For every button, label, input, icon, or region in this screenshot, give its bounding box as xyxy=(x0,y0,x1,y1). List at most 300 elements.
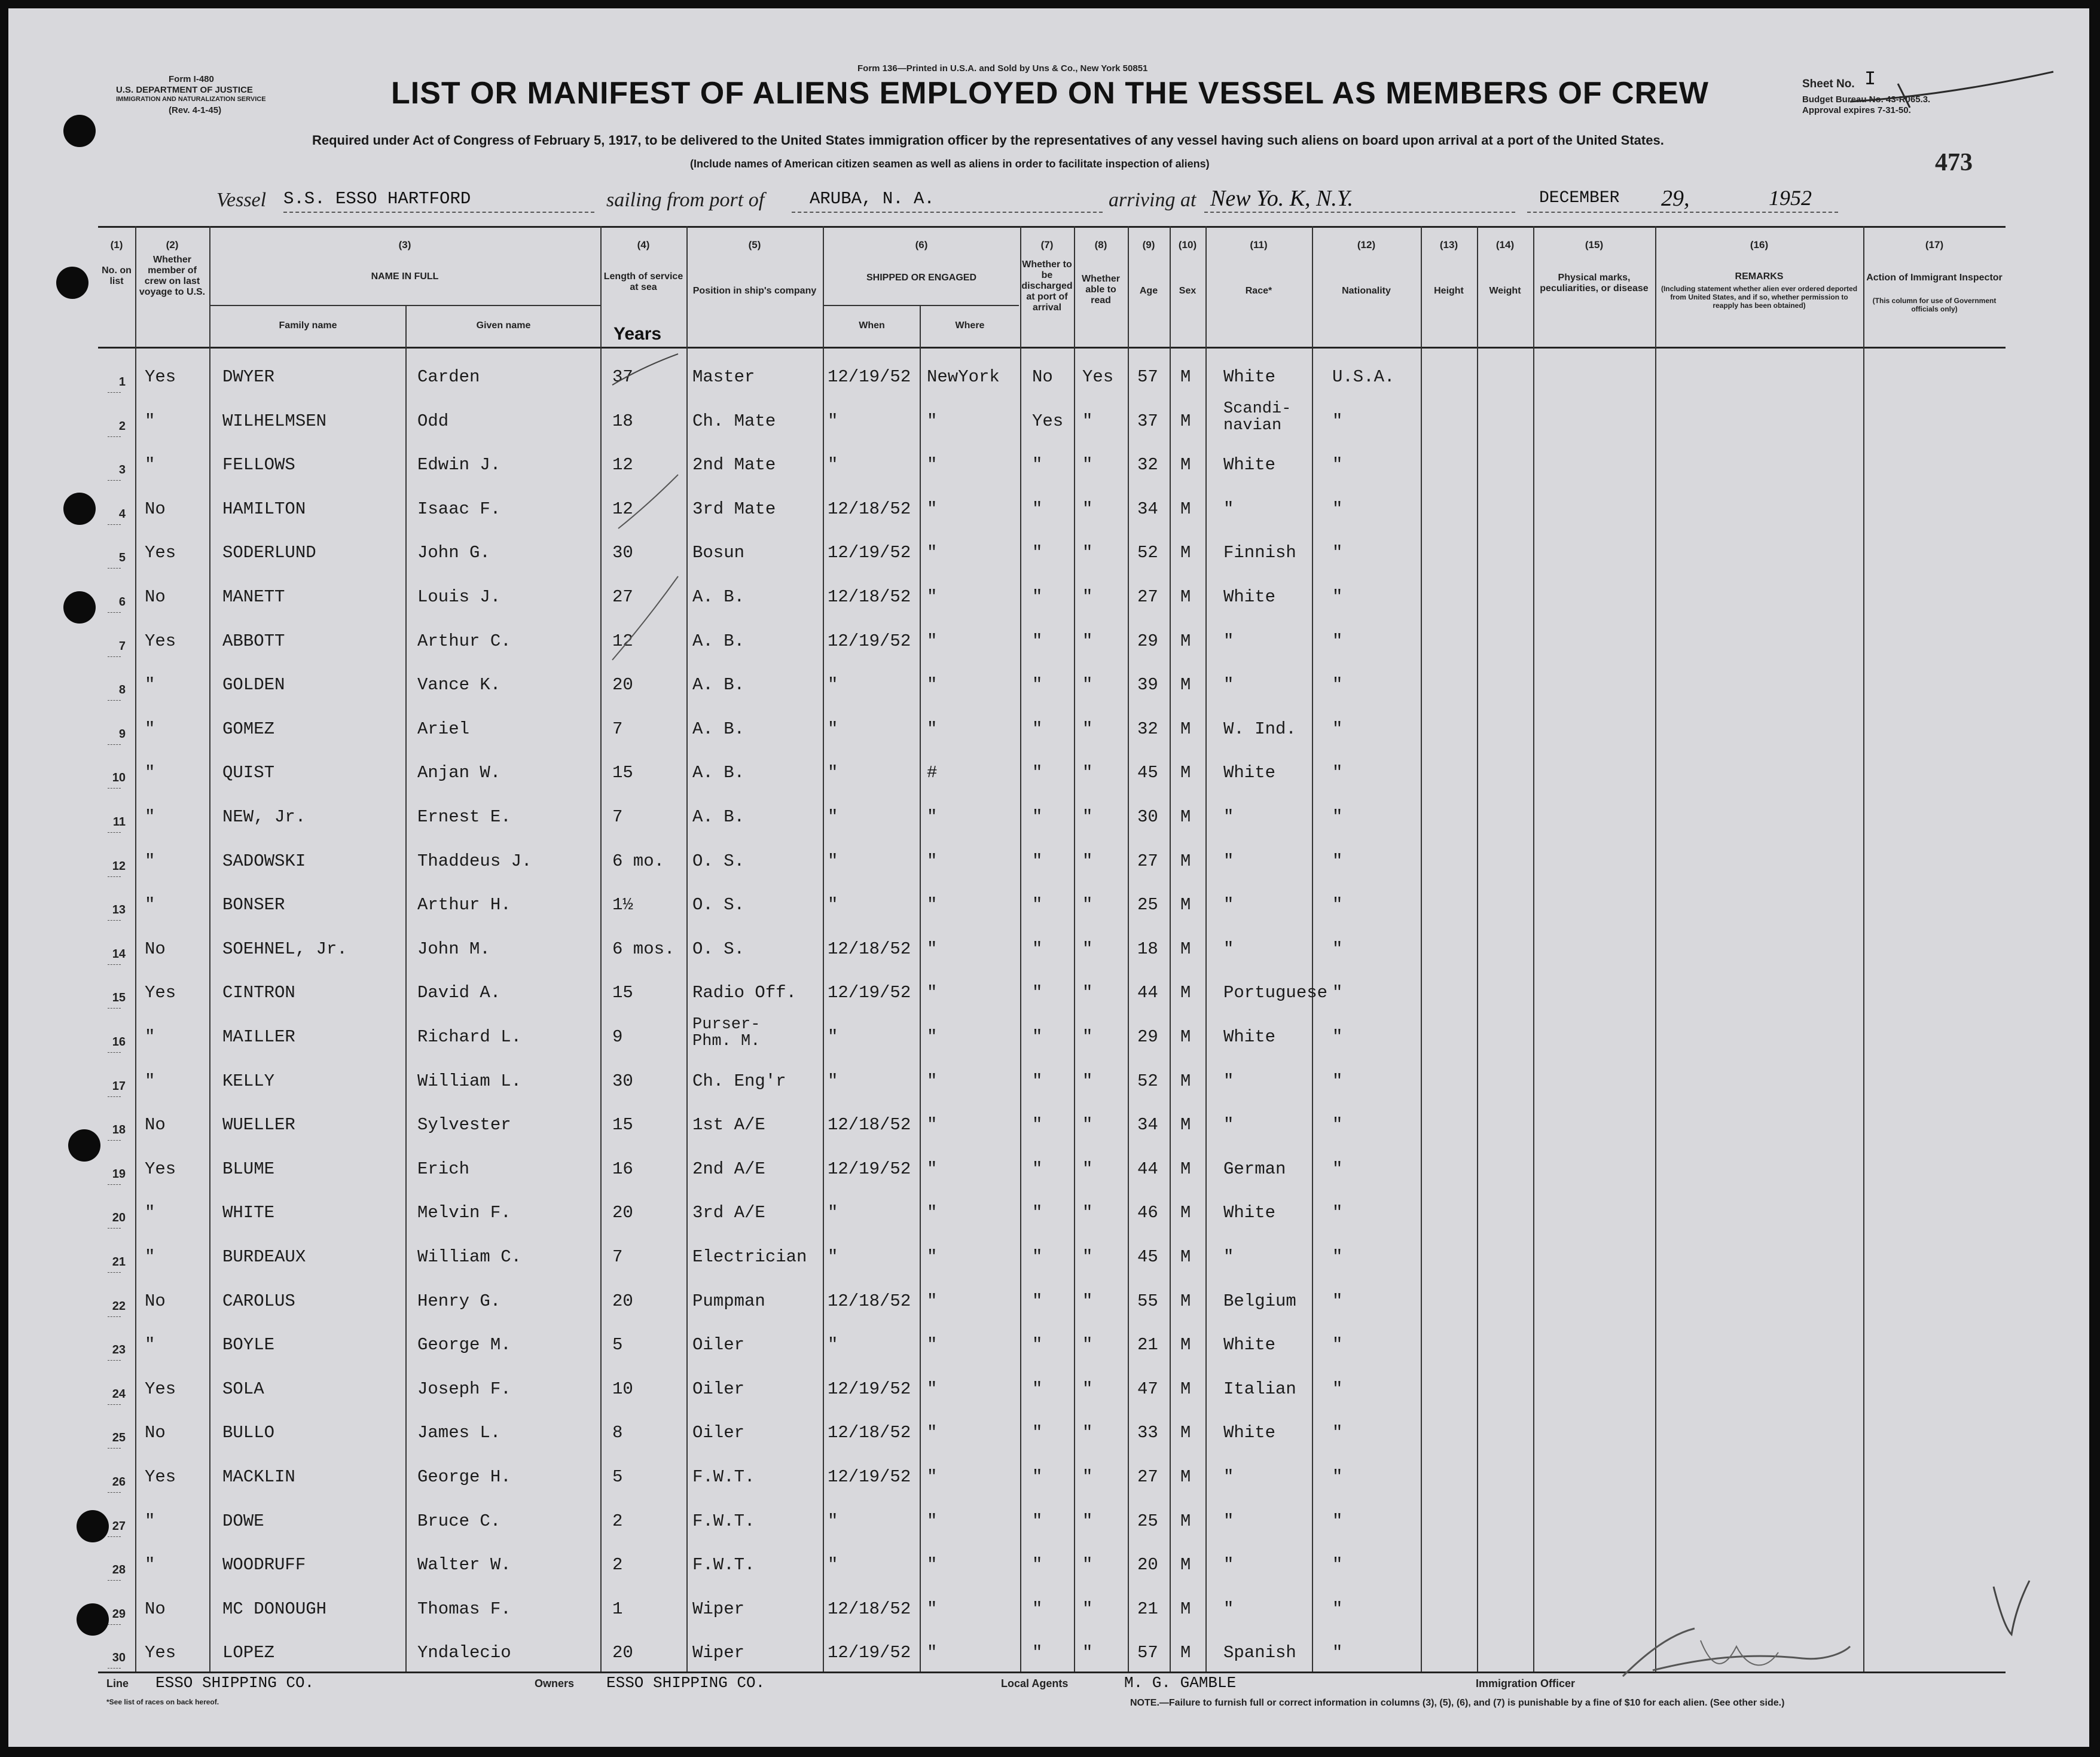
row-number: 26 xyxy=(112,1475,126,1489)
service: IMMIGRATION AND NATURALIZATION SERVICE xyxy=(116,96,266,103)
cell-age: 30 xyxy=(1137,807,1158,827)
cell-family-name: DWYER xyxy=(222,367,275,387)
cell-discharged: " xyxy=(1032,1071,1043,1091)
vessel-name: S.S. ESSO HARTFORD xyxy=(283,189,471,209)
cell-able-to-read: " xyxy=(1082,1423,1093,1443)
cell-given-name: Ariel xyxy=(417,719,470,739)
cell-family-name: SOLA xyxy=(222,1379,264,1399)
cell-given-name: William C. xyxy=(417,1247,522,1267)
cell-shipped-when: 12/18/52 xyxy=(828,1115,911,1135)
cell-sex: M xyxy=(1180,895,1191,915)
line-company: ESSO SHIPPING CO. xyxy=(155,1674,315,1692)
cell-shipped-when: 12/18/52 xyxy=(828,587,911,607)
cell-able-to-read: " xyxy=(1082,411,1093,431)
cell-years-at-sea: 27 xyxy=(612,587,633,607)
cell-family-name: SADOWSKI xyxy=(222,851,306,871)
col-header-read: Whether able to read xyxy=(1082,274,1120,305)
cell-years-at-sea: 18 xyxy=(612,411,633,431)
cell-position: A. B. xyxy=(692,587,745,607)
cell-discharged: " xyxy=(1032,587,1043,607)
cell-able-to-read: " xyxy=(1082,1071,1093,1091)
cell-position: Radio Off. xyxy=(692,983,797,1003)
cell-able-to-read: " xyxy=(1082,1027,1093,1047)
cell-race: " xyxy=(1223,939,1234,959)
cell-able-to-read: " xyxy=(1082,1511,1093,1531)
cell-position: Wiper xyxy=(692,1643,745,1663)
cell-race: " xyxy=(1223,1247,1234,1267)
cell-years-at-sea: 12 xyxy=(612,499,633,519)
cell-position: A. B. xyxy=(692,675,745,695)
cell-last-voyage: Yes xyxy=(145,983,176,1003)
arrival-day: 29, xyxy=(1661,186,1690,211)
cell-position: Ch. Mate xyxy=(692,411,776,431)
col-header-shipped: SHIPPED OR ENGAGED xyxy=(866,273,977,283)
cell-able-to-read: " xyxy=(1082,851,1093,871)
cell-sex: M xyxy=(1180,851,1191,871)
cell-family-name: BULLO xyxy=(222,1423,275,1443)
cell-sex: M xyxy=(1180,367,1191,387)
cell-family-name: NEW, Jr. xyxy=(222,807,306,827)
cell-age: 21 xyxy=(1137,1599,1158,1619)
arrival-port: New Yo. K, N.Y. xyxy=(1210,186,1354,211)
cell-family-name: MANETT xyxy=(222,587,285,607)
cell-family-name: BURDEAUX xyxy=(222,1247,306,1267)
budget-bureau: Budget Bureau No. 43-R065.3. xyxy=(1802,94,1931,105)
col-header-last-voyage: Whether member of crew on last voyage to U.S. xyxy=(139,255,206,297)
arrival-month: DECEMBER xyxy=(1539,189,1620,207)
cell-sex: M xyxy=(1180,587,1191,607)
cell-age: 57 xyxy=(1137,1643,1158,1663)
cell-position: 2nd Mate xyxy=(692,455,776,475)
cell-years-at-sea: 20 xyxy=(612,1203,633,1223)
form-title: LIST OR MANIFEST OF ALIENS EMPLOYED ON THE VESSEL AS MEMBERS OF CREW xyxy=(391,76,1709,111)
cell-able-to-read: " xyxy=(1082,1291,1093,1311)
col-header-remarks-note: (Including statement whether alien ever ordered deported from United States, and if so, whether permission to reapply has been obtained) xyxy=(1661,285,1858,310)
cell-shipped-where: " xyxy=(927,1335,938,1355)
cell-race: " xyxy=(1223,807,1234,827)
cell-given-name: Walter W. xyxy=(417,1555,511,1575)
cell-last-voyage: No xyxy=(145,939,166,959)
cell-shipped-where: " xyxy=(927,1599,938,1619)
cell-nationality: " xyxy=(1332,1599,1343,1619)
cell-shipped-where: " xyxy=(927,851,938,871)
cell-position: Oiler xyxy=(692,1335,745,1355)
cell-years-at-sea: 15 xyxy=(612,763,633,783)
cell-shipped-when: 12/19/52 xyxy=(828,1467,911,1487)
cell-sex: M xyxy=(1180,1379,1191,1399)
cell-age: 27 xyxy=(1137,587,1158,607)
cell-shipped-when: " xyxy=(828,1071,838,1091)
cell-discharged: " xyxy=(1032,1379,1043,1399)
cell-race: Portuguese xyxy=(1223,983,1328,1003)
cell-age: 45 xyxy=(1137,763,1158,783)
cell-age: 46 xyxy=(1137,1203,1158,1223)
cell-sex: M xyxy=(1180,499,1191,519)
cell-sex: M xyxy=(1180,543,1191,563)
form-id: Form I-480 xyxy=(169,74,214,84)
cell-shipped-when: 12/19/52 xyxy=(828,1643,911,1663)
cell-race: " xyxy=(1223,1071,1234,1091)
col-num: (1) xyxy=(110,239,123,250)
cell-family-name: GOMEZ xyxy=(222,719,275,739)
row-number: 23 xyxy=(112,1343,126,1357)
cell-given-name: Erich xyxy=(417,1159,470,1179)
cell-race: " xyxy=(1223,675,1234,695)
form-subtitle: Required under Act of Congress of February 5, 1917, to be delivered to the United States immigration officer by the representatives of any vessel having such aliens on board upon arrival at a port of the United States. xyxy=(312,133,1664,148)
cell-nationality: " xyxy=(1332,1027,1343,1047)
cell-position: Ch. Eng'r xyxy=(692,1071,786,1091)
row-number: 5 xyxy=(118,551,126,565)
cell-shipped-when: 12/18/52 xyxy=(828,1599,911,1619)
col-header-sex: Sex xyxy=(1179,286,1196,296)
row-number: 28 xyxy=(112,1563,126,1577)
cell-age: 52 xyxy=(1137,543,1158,563)
cell-family-name: LOPEZ xyxy=(222,1643,275,1663)
row-number: 13 xyxy=(112,903,126,917)
cell-shipped-when: 12/18/52 xyxy=(828,939,911,959)
punch-hole xyxy=(63,115,96,147)
cell-last-voyage: " xyxy=(145,1511,155,1531)
cell-given-name: Sylvester xyxy=(417,1115,511,1135)
col-header-where: Where xyxy=(955,320,985,331)
cell-position: O. S. xyxy=(692,939,745,959)
cell-able-to-read: " xyxy=(1082,895,1093,915)
col-num: (10) xyxy=(1178,239,1197,250)
cell-given-name: Yndalecio xyxy=(417,1643,511,1663)
cell-family-name: BLUME xyxy=(222,1159,275,1179)
cell-shipped-when: " xyxy=(828,1511,838,1531)
local-agents: M. G. GAMBLE xyxy=(1124,1674,1237,1692)
cell-given-name: John G. xyxy=(417,543,490,563)
row-number: 1 xyxy=(118,375,126,389)
cell-family-name: WHITE xyxy=(222,1203,275,1223)
col-header-name: NAME IN FULL xyxy=(371,271,439,282)
cell-family-name: KELLY xyxy=(222,1071,275,1091)
department: U.S. DEPARTMENT OF JUSTICE xyxy=(116,85,253,95)
row-number: 27 xyxy=(112,1519,126,1533)
cell-race: " xyxy=(1223,1599,1234,1619)
cell-age: 25 xyxy=(1137,1511,1158,1531)
cell-shipped-where: " xyxy=(927,807,938,827)
cell-discharged: " xyxy=(1032,1335,1043,1355)
cell-able-to-read: " xyxy=(1082,1115,1093,1135)
cell-nationality: " xyxy=(1332,983,1343,1003)
cell-sex: M xyxy=(1180,1115,1191,1135)
cell-position: A. B. xyxy=(692,719,745,739)
cell-shipped-where: " xyxy=(927,939,938,959)
cell-age: 33 xyxy=(1137,1423,1158,1443)
cell-shipped-where: " xyxy=(927,1511,938,1531)
cell-family-name: MC DONOUGH xyxy=(222,1599,327,1619)
cell-last-voyage: " xyxy=(145,1335,155,1355)
col-header-race: Race* xyxy=(1245,286,1272,296)
col-header-physical: Physical marks, peculiarities, or disease xyxy=(1540,273,1649,294)
cell-discharged: " xyxy=(1032,631,1043,651)
cell-able-to-read: " xyxy=(1082,543,1093,563)
cell-shipped-where: " xyxy=(927,499,938,519)
cell-race: White xyxy=(1223,455,1276,475)
cell-discharged: " xyxy=(1032,1027,1043,1047)
cell-sex: M xyxy=(1180,939,1191,959)
cell-position: Purser- Phm. M. xyxy=(692,1016,761,1050)
arrival-year: 1952 xyxy=(1769,186,1812,210)
cell-race: White xyxy=(1223,587,1276,607)
cell-shipped-when: " xyxy=(828,455,838,475)
col-header-inspector-note: (This column for use of Government officials only) xyxy=(1872,297,1997,313)
col-num: (5) xyxy=(748,239,761,250)
cell-family-name: FELLOWS xyxy=(222,455,295,475)
cell-able-to-read: " xyxy=(1082,1643,1093,1663)
cell-discharged: " xyxy=(1032,455,1043,475)
cell-family-name: GOLDEN xyxy=(222,675,285,695)
row-number: 21 xyxy=(112,1255,126,1269)
cell-position: Electrician xyxy=(692,1247,807,1267)
cell-able-to-read: " xyxy=(1082,1599,1093,1619)
punch-hole xyxy=(56,267,88,299)
inspector-signature xyxy=(1611,1617,1862,1694)
row-number: 24 xyxy=(112,1387,126,1401)
cell-shipped-when: 12/18/52 xyxy=(828,1423,911,1443)
cell-last-voyage: " xyxy=(145,719,155,739)
col-num: (13) xyxy=(1439,239,1458,250)
cell-age: 45 xyxy=(1137,1247,1158,1267)
cell-given-name: Joseph F. xyxy=(417,1379,511,1399)
cell-family-name: WUELLER xyxy=(222,1115,295,1135)
row-number: 6 xyxy=(118,595,126,609)
cell-able-to-read: " xyxy=(1082,1555,1093,1575)
cell-given-name: Anjan W. xyxy=(417,763,501,783)
cell-shipped-where: NewYork xyxy=(927,367,1000,387)
cell-shipped-when: 12/18/52 xyxy=(828,499,911,519)
cell-sex: M xyxy=(1180,807,1191,827)
row-number: 2 xyxy=(118,419,126,433)
row-number: 16 xyxy=(112,1035,126,1049)
sailing-label: sailing from port of xyxy=(606,189,765,211)
cell-position: Oiler xyxy=(692,1379,745,1399)
cell-nationality: " xyxy=(1332,1247,1343,1267)
cell-discharged: " xyxy=(1032,807,1043,827)
cell-years-at-sea: 10 xyxy=(612,1379,633,1399)
cell-shipped-when: " xyxy=(828,763,838,783)
cell-given-name: Edwin J. xyxy=(417,455,501,475)
col-header-age: Age xyxy=(1139,286,1158,296)
cell-shipped-when: 12/19/52 xyxy=(828,543,911,563)
cell-given-name: Richard L. xyxy=(417,1027,522,1047)
cell-discharged: " xyxy=(1032,1247,1043,1267)
cell-shipped-when: " xyxy=(828,807,838,827)
cell-family-name: HAMILTON xyxy=(222,499,306,519)
cell-nationality: " xyxy=(1332,1291,1343,1311)
cell-age: 29 xyxy=(1137,1027,1158,1047)
cell-age: 55 xyxy=(1137,1291,1158,1311)
owners-company: ESSO SHIPPING CO. xyxy=(606,1674,765,1692)
cell-given-name: Henry G. xyxy=(417,1291,501,1311)
cell-years-at-sea: 7 xyxy=(612,1247,623,1267)
col-num: (17) xyxy=(1925,239,1944,250)
cell-able-to-read: " xyxy=(1082,719,1093,739)
cell-nationality: " xyxy=(1332,1423,1343,1443)
cell-shipped-where: " xyxy=(927,1115,938,1135)
cell-sex: M xyxy=(1180,1467,1191,1487)
cell-years-at-sea: 12 xyxy=(612,631,633,651)
cell-able-to-read: " xyxy=(1082,807,1093,827)
col-header-when: When xyxy=(859,320,885,331)
cell-given-name: George H. xyxy=(417,1467,511,1487)
cell-nationality: " xyxy=(1332,1203,1343,1223)
row-number: 10 xyxy=(112,771,126,785)
cell-sex: M xyxy=(1180,1555,1191,1575)
cell-given-name: Arthur H. xyxy=(417,895,511,915)
cell-years-at-sea: 1 xyxy=(612,1599,623,1619)
cell-nationality: " xyxy=(1332,1643,1343,1663)
cell-age: 37 xyxy=(1137,411,1158,431)
cell-age: 27 xyxy=(1137,851,1158,871)
col-num: (12) xyxy=(1357,239,1376,250)
cell-nationality: " xyxy=(1332,587,1343,607)
cell-race: White xyxy=(1223,1423,1276,1443)
cell-shipped-where: " xyxy=(927,1643,938,1663)
cell-race: White xyxy=(1223,763,1276,783)
printer-line: Form 136—Printed in U.S.A. and Sold by Uns & Co., New York 50851 xyxy=(857,63,1148,74)
officer-label: Immigration Officer xyxy=(1476,1677,1576,1689)
cell-shipped-where: " xyxy=(927,1467,938,1487)
cell-years-at-sea: 8 xyxy=(612,1423,623,1443)
cell-age: 34 xyxy=(1137,499,1158,519)
approval-expiry: Approval expires 7-31-50. xyxy=(1802,105,1911,115)
cell-years-at-sea: 15 xyxy=(612,983,633,1003)
cell-shipped-when: " xyxy=(828,1203,838,1223)
col-header-remarks: REMARKS xyxy=(1735,271,1784,282)
cell-last-voyage: No xyxy=(145,1423,166,1443)
races-note: *See list of races on back hereof. xyxy=(106,1698,219,1706)
vessel-label: Vessel xyxy=(216,189,267,211)
cell-able-to-read: " xyxy=(1082,499,1093,519)
cell-discharged: " xyxy=(1032,1159,1043,1179)
cell-age: 44 xyxy=(1137,1159,1158,1179)
cell-shipped-where: " xyxy=(927,1027,938,1047)
cell-given-name: George M. xyxy=(417,1335,511,1355)
col-header-weight: Weight xyxy=(1489,286,1521,296)
cell-discharged: " xyxy=(1032,1291,1043,1311)
cell-age: 21 xyxy=(1137,1335,1158,1355)
cell-years-at-sea: 20 xyxy=(612,1291,633,1311)
cell-race: White xyxy=(1223,1335,1276,1355)
cell-able-to-read: " xyxy=(1082,587,1093,607)
row-number: 17 xyxy=(112,1079,126,1093)
cell-age: 27 xyxy=(1137,1467,1158,1487)
cell-race: " xyxy=(1223,1115,1234,1135)
cell-race: Finnish xyxy=(1223,543,1296,563)
col-header-height: Height xyxy=(1434,286,1464,296)
cell-family-name: SOEHNEL, Jr. xyxy=(222,939,347,959)
col-header-family: Family name xyxy=(279,320,337,331)
cell-shipped-where: " xyxy=(927,1071,938,1091)
cell-discharged: " xyxy=(1032,1115,1043,1135)
cell-family-name: SODERLUND xyxy=(222,543,316,563)
cell-shipped-when: 12/19/52 xyxy=(828,1159,911,1179)
cell-position: F.W.T. xyxy=(692,1467,755,1487)
cell-given-name: Louis J. xyxy=(417,587,501,607)
cell-age: 57 xyxy=(1137,367,1158,387)
cell-position: Bosun xyxy=(692,543,745,563)
cell-sex: M xyxy=(1180,1027,1191,1047)
cell-last-voyage: Yes xyxy=(145,1379,176,1399)
cell-nationality: " xyxy=(1332,1159,1343,1179)
col-num: (7) xyxy=(1040,239,1054,250)
cell-given-name: James L. xyxy=(417,1423,501,1443)
cell-last-voyage: No xyxy=(145,587,166,607)
cell-discharged: " xyxy=(1032,543,1043,563)
cell-discharged: " xyxy=(1032,1511,1043,1531)
sheet-number: I xyxy=(1864,68,1876,90)
cell-years-at-sea: 7 xyxy=(612,719,623,739)
cell-race: " xyxy=(1223,499,1234,519)
cell-shipped-where: " xyxy=(927,719,938,739)
cell-shipped-when: " xyxy=(828,1027,838,1047)
form-revision: (Rev. 4-1-45) xyxy=(169,105,222,115)
cell-shipped-when: " xyxy=(828,1335,838,1355)
cell-shipped-when: " xyxy=(828,675,838,695)
col-header-length: Length of service at sea xyxy=(603,271,683,292)
cell-able-to-read: " xyxy=(1082,1159,1093,1179)
cell-shipped-where: " xyxy=(927,411,938,431)
cell-shipped-where: " xyxy=(927,1379,938,1399)
cell-shipped-where: " xyxy=(927,455,938,475)
cell-nationality: " xyxy=(1332,455,1343,475)
cell-years-at-sea: 16 xyxy=(612,1159,633,1179)
cell-given-name: Isaac F. xyxy=(417,499,501,519)
row-number: 14 xyxy=(112,947,126,961)
cell-shipped-where: " xyxy=(927,983,938,1003)
cell-discharged: No xyxy=(1032,367,1053,387)
row-number: 22 xyxy=(112,1299,126,1313)
cell-age: 20 xyxy=(1137,1555,1158,1575)
row-number: 7 xyxy=(118,639,126,653)
cell-years-at-sea: 2 xyxy=(612,1511,623,1531)
cell-race: Scandi- navian xyxy=(1223,399,1292,435)
cell-nationality: " xyxy=(1332,851,1343,871)
row-number: 20 xyxy=(112,1211,126,1225)
cell-years-at-sea: 37 xyxy=(612,367,633,387)
cell-sex: M xyxy=(1180,1511,1191,1531)
cell-nationality: " xyxy=(1332,895,1343,915)
cell-last-voyage: " xyxy=(145,763,155,783)
cell-family-name: MACKLIN xyxy=(222,1467,295,1487)
cell-nationality: " xyxy=(1332,543,1343,563)
cell-position: 2nd A/E xyxy=(692,1159,765,1179)
cell-race: " xyxy=(1223,631,1234,651)
cell-last-voyage: " xyxy=(145,851,155,871)
cell-sex: M xyxy=(1180,1159,1191,1179)
cell-years-at-sea: 30 xyxy=(612,543,633,563)
col-header-nationality: Nationality xyxy=(1342,286,1391,296)
cell-shipped-where: " xyxy=(927,543,938,563)
cell-sex: M xyxy=(1180,631,1191,651)
col-num: (4) xyxy=(637,239,650,250)
cell-last-voyage: Yes xyxy=(145,631,176,651)
cell-discharged: " xyxy=(1032,719,1043,739)
col-num: (3) xyxy=(398,239,411,250)
cell-sex: M xyxy=(1180,1291,1191,1311)
cell-last-voyage: " xyxy=(145,1555,155,1575)
col-num: (9) xyxy=(1142,239,1155,250)
cell-sex: M xyxy=(1180,455,1191,475)
cell-race: White xyxy=(1223,367,1276,387)
cell-nationality: " xyxy=(1332,1071,1343,1091)
agents-label: Local Agents xyxy=(1001,1677,1069,1689)
col-num: (8) xyxy=(1094,239,1107,250)
col-header-discharged: Whether to be discharged at port of arrival xyxy=(1021,259,1073,313)
